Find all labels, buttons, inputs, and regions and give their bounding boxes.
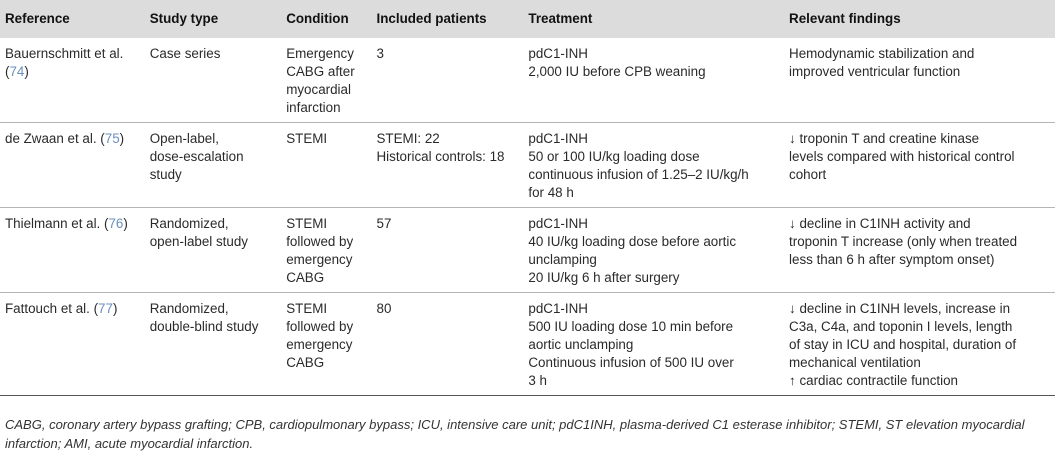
cell-line: CABG after xyxy=(286,64,355,79)
cell-line: troponin T increase (only when treated xyxy=(789,234,1018,249)
cell-line: 20 IU/kg 6 h after surgery xyxy=(528,270,680,285)
header-condition: Condition xyxy=(286,11,349,26)
cell-line: of stay in ICU and hospital, duration of xyxy=(789,337,1017,352)
cell-included-patients xyxy=(373,38,525,123)
cell-line: emergency xyxy=(286,337,353,352)
reference-author: Fattouch et al. ( xyxy=(5,301,99,316)
table-row xyxy=(0,208,1055,293)
cell-line: followed by xyxy=(286,319,354,334)
cell-line: pdC1-INH xyxy=(528,216,588,231)
cell-line: for 48 h xyxy=(528,185,574,200)
table-row xyxy=(0,123,1055,208)
cell-line: pdC1-INH xyxy=(528,301,588,316)
cell-line: 40 IU/kg loading dose before aortic xyxy=(528,234,737,249)
table-body xyxy=(0,38,1055,396)
cell-line: levels compared with historical control xyxy=(789,149,1015,164)
cell-line: Randomized, xyxy=(149,301,229,316)
cell-relevant-findings xyxy=(785,293,1055,396)
cell-line: STEMI xyxy=(286,216,328,231)
reference-citation-link[interactable]: 77 xyxy=(98,301,113,316)
cell-line: followed by xyxy=(286,234,354,249)
cell-line: emergency xyxy=(286,252,353,267)
cell-relevant-findings xyxy=(785,38,1055,123)
cell-treatment xyxy=(524,293,785,396)
cell-line: open-label study xyxy=(149,234,248,249)
cell-study-type xyxy=(146,123,282,208)
cell-included-patients xyxy=(373,123,525,208)
cell-line: Emergency xyxy=(286,46,354,61)
cell-line: double-blind study xyxy=(149,319,259,334)
cell-included-patients xyxy=(373,208,525,293)
cell-treatment xyxy=(524,208,785,293)
table-footnote xyxy=(5,415,1050,453)
cell-line: ↓ troponin T and creatine kinase xyxy=(789,131,980,146)
footnote-line: infarction; AMI, acute myocardial infarction. xyxy=(5,436,254,451)
cell-condition xyxy=(282,293,372,396)
cell-condition xyxy=(282,208,372,293)
cell-line: infarction xyxy=(286,100,341,115)
cell-line: 57 xyxy=(376,216,392,231)
cell-line: Continuous infusion of 500 IU over xyxy=(528,355,734,370)
cell-line: Hemodynamic stabilization and xyxy=(789,46,975,61)
cell-reference xyxy=(0,38,146,123)
header-reference: Reference xyxy=(5,11,70,26)
cell-line: Historical controls: 18 xyxy=(376,149,505,164)
cell-study-type xyxy=(146,208,282,293)
cell-line: unclamping xyxy=(528,252,597,267)
cell-relevant-findings xyxy=(785,123,1055,208)
cell-line: 500 IU loading dose 10 min before xyxy=(528,319,734,334)
cell-line: CABG xyxy=(286,270,325,285)
cell-line: continuous infusion of 1.25–2 IU/kg/h xyxy=(528,167,749,182)
cell-line: improved ventricular function xyxy=(789,64,961,79)
cell-study-type xyxy=(146,293,282,396)
cell-line: ↑ cardiac contractile function xyxy=(789,373,958,388)
reference-close-paren: ) xyxy=(24,64,29,79)
cell-line: Open-label, xyxy=(149,131,219,146)
cell-line: STEMI xyxy=(286,301,328,316)
header-study-type: Study type xyxy=(149,11,219,26)
cell-line: ↓ decline in C1INH activity and xyxy=(789,216,971,231)
reference-close-paren: ) xyxy=(123,216,128,231)
header-relevant-findings: Relevant findings xyxy=(789,11,901,26)
reference-citation-link[interactable]: 74 xyxy=(9,64,25,79)
cell-line: 50 or 100 IU/kg loading dose xyxy=(528,149,700,164)
header-included-patients: Included patients xyxy=(376,11,487,26)
cell-line: 3 xyxy=(376,46,384,61)
cell-line: aortic unclamping xyxy=(528,337,634,352)
footnote-line: CABG, coronary artery bypass grafting; CPB, cardiopulmonary bypass; ICU, intensive care unit; pdC1INH, plasma-derived C1 esterase inhibitor; STEMI, ST elevation myocardial xyxy=(5,417,1025,432)
cell-condition xyxy=(282,123,372,208)
cell-line: CABG xyxy=(286,355,325,370)
cell-treatment xyxy=(524,38,785,123)
cell-line: cohort xyxy=(789,167,827,182)
cell-reference xyxy=(0,123,146,208)
cell-study-type xyxy=(146,38,282,123)
reference-author: de Zwaan et al. ( xyxy=(5,131,105,146)
header-row xyxy=(0,0,1055,38)
reference-author: Bauernschmitt et al. ( xyxy=(5,46,124,79)
header-treatment: Treatment xyxy=(528,11,593,26)
cell-line: study xyxy=(149,167,182,182)
cell-line: pdC1-INH xyxy=(528,131,588,146)
cell-line: myocardial xyxy=(286,82,351,97)
cell-line: mechanical ventilation xyxy=(789,355,921,370)
cell-line: 3 h xyxy=(528,373,547,388)
cell-line: Case series xyxy=(149,46,221,61)
cell-line: C3a, C4a, and toponin I levels, length xyxy=(789,319,1013,334)
reference-citation-link[interactable]: 76 xyxy=(108,216,124,231)
reference-citation-link[interactable]: 75 xyxy=(104,131,120,146)
cell-line: dose-escalation xyxy=(149,149,244,164)
cell-reference xyxy=(0,208,146,293)
cell-line: pdC1-INH xyxy=(528,46,588,61)
cell-line: STEMI: 22 xyxy=(376,131,440,146)
cell-line: ↓ decline in C1INH levels, increase in xyxy=(789,301,1011,316)
reference-author: Thielmann et al. ( xyxy=(5,216,109,231)
cell-included-patients xyxy=(373,293,525,396)
cell-line: Randomized, xyxy=(149,216,229,231)
reference-close-paren: ) xyxy=(119,131,125,146)
cell-treatment xyxy=(524,123,785,208)
cell-line: 80 xyxy=(376,301,392,316)
cell-line: STEMI xyxy=(286,131,328,146)
cell-line: less than 6 h after symptom onset) xyxy=(789,252,995,267)
cell-condition xyxy=(282,38,372,123)
table-row xyxy=(0,293,1055,396)
cell-relevant-findings xyxy=(785,208,1055,293)
table-row xyxy=(0,38,1055,123)
reference-close-paren: ) xyxy=(112,301,118,316)
cell-reference xyxy=(0,293,146,396)
cell-line: 2,000 IU before CPB weaning xyxy=(528,64,706,79)
